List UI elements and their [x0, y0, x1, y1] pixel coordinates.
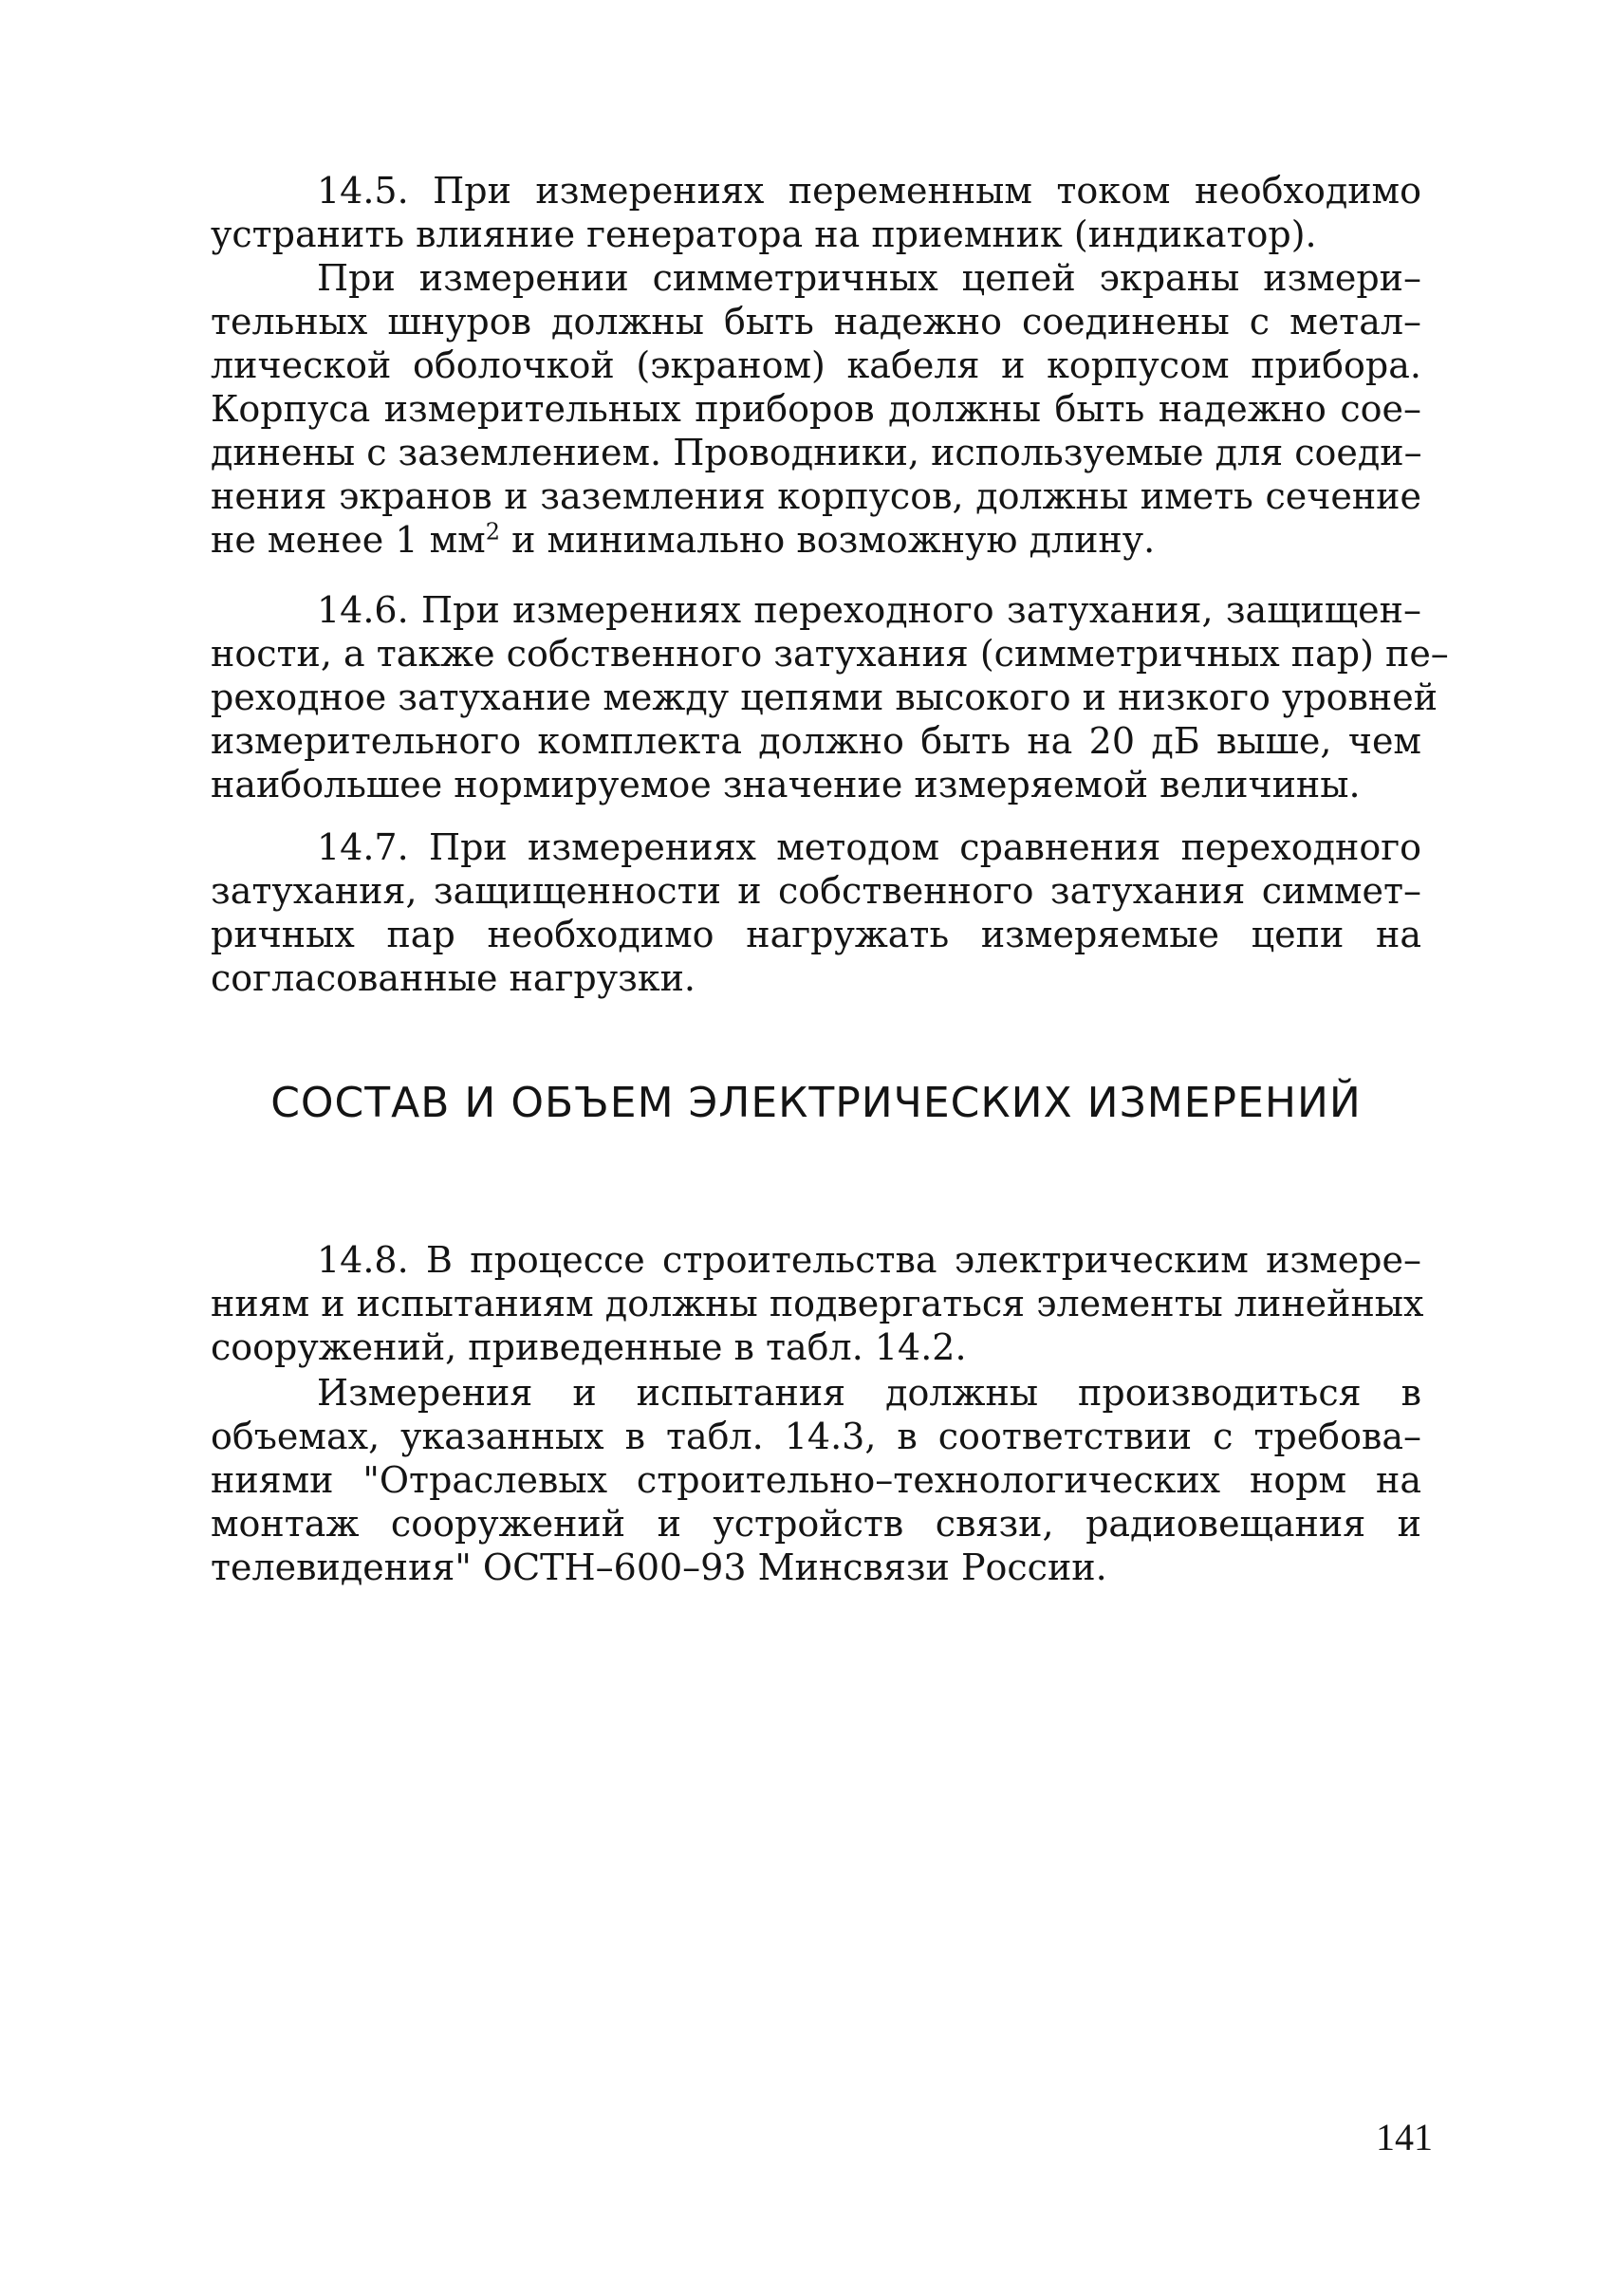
paragraph-14-5-continued	[211, 256, 1421, 562]
paragraph-14-8	[211, 1238, 1424, 1369]
text-line: нения экранов и заземления корпусов, должны иметь сечение	[211, 475, 1421, 517]
text-line: телевидения" ОСТН–600–93 Минсвязи России.	[211, 1546, 1107, 1588]
text-line: монтаж сооружений и устройств связи, радиовещания и	[211, 1503, 1421, 1545]
text-line: лической оболочкой (экраном) кабеля и корпусом прибора.	[211, 344, 1421, 386]
text-line: Измерения и испытания должны производиться в	[317, 1372, 1421, 1414]
text-line: 14.7. При измерениях методом сравнения переходного	[317, 826, 1421, 868]
text-line: измерительного комплекта должно быть на 20 дБ выше, чем	[211, 720, 1421, 762]
superscript: 2	[485, 518, 500, 546]
text-line: 14.5. При измерениях переменным током необходимо	[317, 170, 1421, 212]
text-line: тельных шнуров должны быть надежно соединены с метал–	[211, 301, 1421, 343]
text-line: ричных пар необходимо нагружать измеряемые цепи на	[211, 914, 1421, 955]
text-line: объемах, указанных в табл. 14.3, в соответствии с требова–	[211, 1416, 1421, 1457]
text-line: При измерении симметричных цепей экраны измери–	[317, 257, 1421, 299]
text-line: динены с заземлением. Проводники, используемые для соеди–	[211, 432, 1422, 473]
text-line	[211, 518, 1421, 562]
text-line: ниям и испытаниям должны подвергаться элементы линейных	[211, 1283, 1424, 1324]
text-line: согласованные нагрузки.	[211, 957, 696, 999]
text-line: затухания, защищенности и собственного затухания симмет–	[211, 870, 1421, 912]
paragraph-14-8-continued	[211, 1371, 1421, 1589]
text-line: устранить влияние генератора на приемник (индикатор).	[211, 213, 1317, 255]
text-line: ности, а также собственного затухания (симметричных пар) пе–	[211, 633, 1449, 675]
text-fragment: не менее 1 мм	[211, 519, 486, 561]
text-line: 14.8. В процессе строительства электрическим измере–	[317, 1239, 1421, 1281]
text-fragment: и минимально возможную длину.	[499, 519, 1156, 561]
text-line: реходное затухание между цепями высокого и низкого уровней	[211, 676, 1438, 718]
text-line: наибольшее нормируемое значение измеряемой величины.	[211, 764, 1361, 805]
paragraph-14-6	[211, 588, 1449, 806]
paragraph-14-7	[211, 825, 1421, 1000]
text-line: 14.6. При измерениях переходного затухания, защищен–	[317, 589, 1421, 631]
page-number: 141	[1376, 2116, 1433, 2158]
text-line: ниями "Отраслевых строительно–технологических норм на	[211, 1459, 1421, 1501]
paragraph-14-5	[211, 169, 1421, 256]
text-line: Корпуса измерительных приборов должны быть надежно сое–	[211, 388, 1421, 430]
section-heading: СОСТАВ И ОБЪЕМ ЭЛЕКТРИЧЕСКИХ ИЗМЕРЕНИЙ	[270, 1079, 1362, 1127]
text-line: сооружений, приведенные в табл. 14.2.	[211, 1326, 967, 1368]
